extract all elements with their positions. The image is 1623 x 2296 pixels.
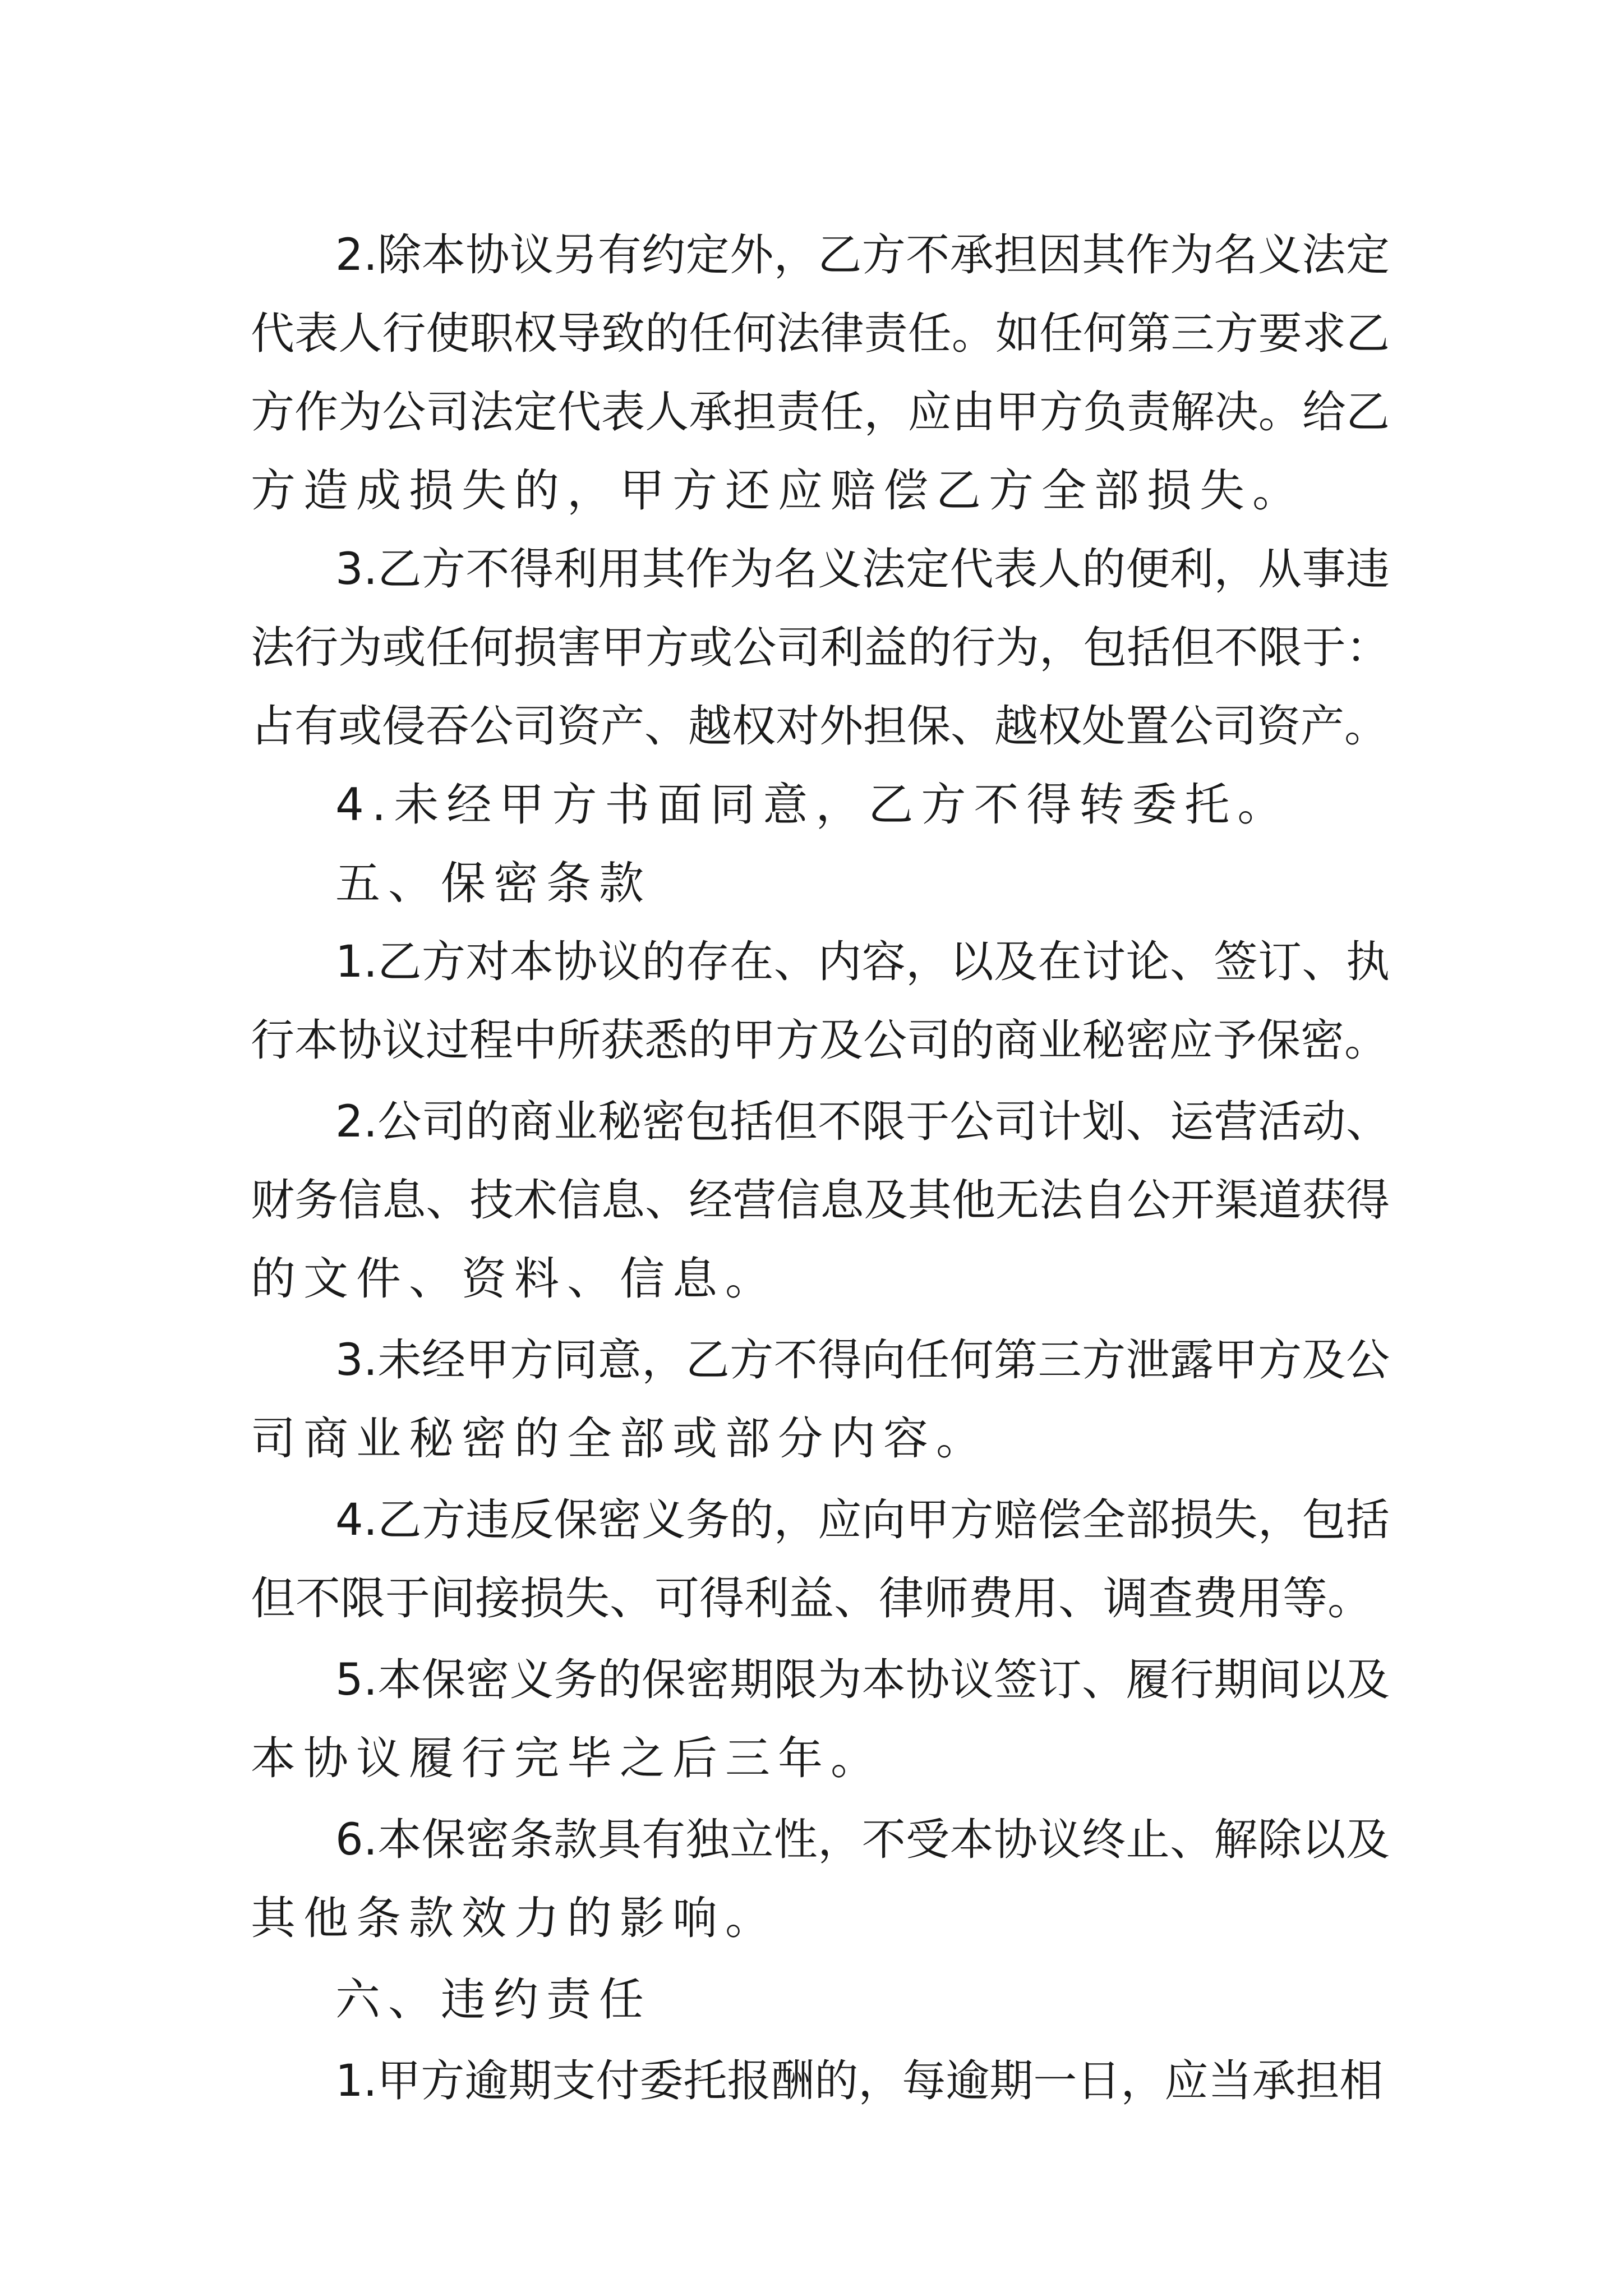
document-line: 的文件、资料、信息。: [251, 1253, 778, 1305]
document-line: 4.未经甲方书面同意，乙方不得转委托。: [335, 779, 1290, 831]
document-line: 2.公司的商业秘密包括但不限于公司计划、运营活动、: [335, 1097, 1390, 1147]
document-line: 2.除本协议另有约定外，乙方不承担因其作为名义法定: [335, 230, 1390, 280]
document-line: 行本协议过程中所获悉的甲方及公司的商业秘密应予保密。: [251, 1015, 1389, 1066]
document-line: 4.乙方违反保密义务的，应向甲方赔偿全部损失，包括: [335, 1495, 1390, 1545]
document-line: 方作为公司法定代表人承担责任，应由甲方负责解决。给乙: [251, 387, 1390, 438]
document-line: 司商业秘密的全部或部分内容。: [251, 1412, 989, 1465]
document-line: 5.本保密义务的保密期限为本协议签订、履行期间以及: [335, 1655, 1390, 1705]
document-line: 本协议履行完毕之后三年。: [251, 1732, 883, 1784]
document-line: 占有或侵吞公司资产、越权对外担保、越权处置公司资产。: [251, 701, 1389, 752]
document-line: 1.甲方逾期支付委托报酬的，每逾期一日，应当承担相: [335, 2056, 1384, 2106]
section-heading: 五、保密条款: [335, 857, 652, 909]
document-line: 法行为或任何损害甲方或公司利益的行为，包括但不限于：: [251, 623, 1390, 673]
document-line: 财务信息、技术信息、经营信息及其他无法自公开渠道获得: [251, 1175, 1390, 1226]
document-line: 3.乙方不得利用其作为名义法定代表人的便利，从事违: [335, 544, 1390, 595]
document-line: 方造成损失的，甲方还应赔偿乙方全部损失。: [251, 464, 1305, 517]
document-line: 代表人行使职权导致的任何法律责任。如任何第三方要求乙: [251, 309, 1390, 359]
document-line: 1.乙方对本协议的存在、内容，以及在讨论、签订、执: [335, 937, 1390, 987]
document-line: 但不限于间接损失、可得利益、律师费用、调查费用等。: [251, 1572, 1372, 1625]
document-line: 6.本保密条款具有独立性，不受本协议终止、解除以及: [335, 1815, 1390, 1865]
document-line: 其他条款效力的影响。: [251, 1892, 778, 1944]
section-heading: 六、违约责任: [335, 1973, 652, 2026]
document-line: 3.未经甲方同意，乙方不得向任何第三方泄露甲方及公: [335, 1335, 1390, 1386]
